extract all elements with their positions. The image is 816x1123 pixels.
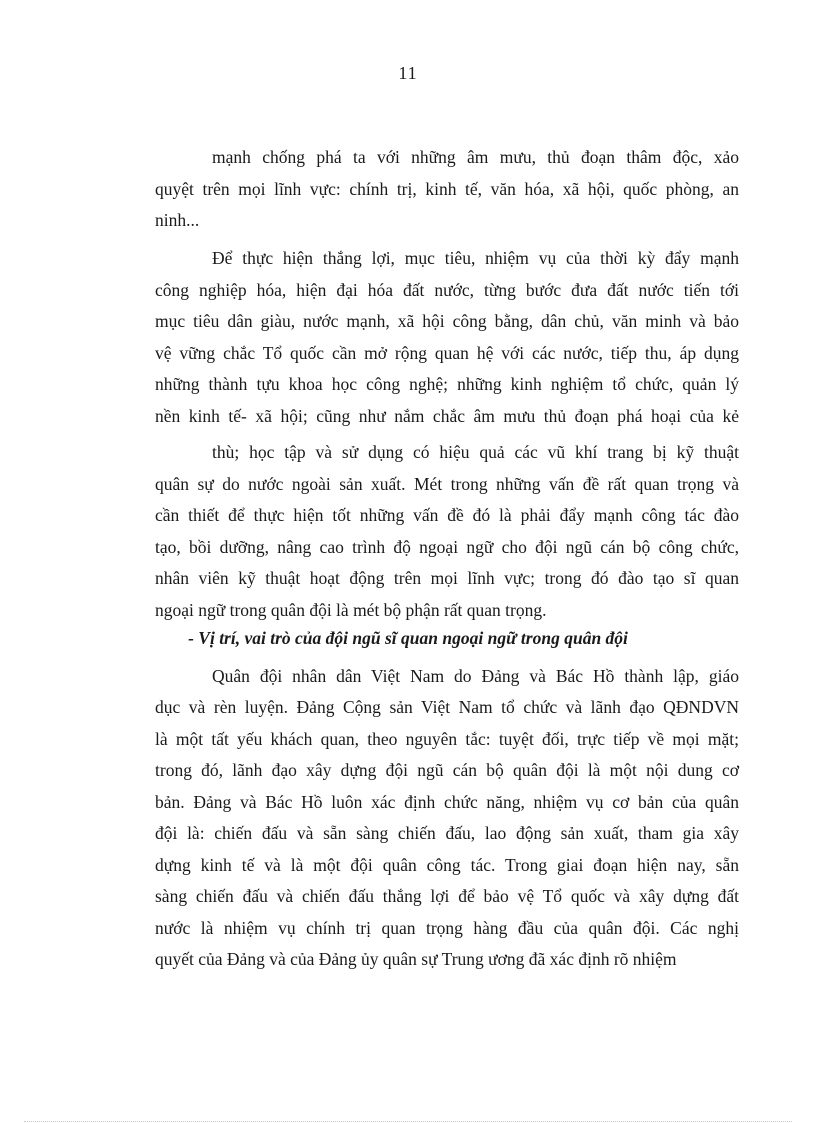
text-line: đội là: chiến đấu và sẵn sàng chiến đấu, lao động sản xuất, tham gia xây <box>155 823 739 843</box>
text-line: tạo, bồi dưỡng, nâng cao trình độ ngoại ngữ cho đội ngũ cán bộ công chức, <box>155 537 739 557</box>
text-line: nhân viên kỹ thuật hoạt động trên mọi lĩnh vực; trong đó đào tạo sĩ quan <box>155 568 739 588</box>
page-bottom-divider <box>24 1121 792 1122</box>
text-line: thù; học tập và sử dụng có hiệu quả các vũ khí trang bị kỹ thuật <box>212 442 739 462</box>
text-line: Quân đội nhân dân Việt Nam do Đảng và Bác Hồ thành lập, giáo <box>212 666 739 686</box>
text-line: quyệt trên mọi lĩnh vực: chính trị, kinh tế, văn hóa, xã hội, quốc phòng, an <box>155 179 739 199</box>
text-line: nước là nhiệm vụ chính trị quan trọng hàng đầu của quân đội. Các nghị <box>155 918 739 938</box>
text-line: ninh... <box>155 210 200 230</box>
text-line: quân sự do nước ngoài sản xuất. Mét trong những vấn đề rất quan trọng và <box>155 474 739 494</box>
text-line: sàng chiến đấu và chiến đấu thắng lợi để bảo vệ Tổ quốc và xây dựng đất <box>155 886 739 906</box>
text-line: công nghiệp hóa, hiện đại hóa đất nước, từng bước đưa đất nước tiến tới <box>155 280 739 300</box>
text-line: là một tất yếu khách quan, theo nguyên tắc: tuyệt đối, trực tiếp về mọi mặt; <box>155 729 739 749</box>
text-line: nền kinh tế- xã hội; cũng như nắm chắc âm mưu thủ đoạn phá hoại của kẻ <box>155 406 739 426</box>
text-line: mục tiêu dân giàu, nước mạnh, xã hội công bằng, dân chủ, văn minh và bảo <box>155 311 739 331</box>
text-line: bản. Đảng và Bác Hồ luôn xác định chức năng, nhiệm vụ cơ bản của quân <box>155 792 739 812</box>
text-line: ngoại ngữ trong quân đội là mét bộ phận rất quan trọng. <box>155 600 547 620</box>
text-line: cần thiết để thực hiện tốt những vấn đề đó là phải đẩy mạnh công tác đào <box>155 505 739 525</box>
text-line: mạnh chống phá ta với những âm mưu, thủ đoạn thâm độc, xảo <box>212 147 739 167</box>
text-line: dục và rèn luyện. Đảng Cộng sản Việt Nam tổ chức và lãnh đạo QĐNDVN <box>155 697 739 717</box>
text-line: những thành tựu khoa học công nghệ; những kinh nghiệm tổ chức, quản lý <box>155 374 739 394</box>
text-line: Để thực hiện thắng lợi, mục tiêu, nhiệm vụ của thời kỳ đẩy mạnh <box>212 248 739 268</box>
text-line: dựng kinh tế và là một đội quân công tác. Trong giai đoạn hiện nay, sẵn <box>155 855 739 875</box>
page-number: 11 <box>398 63 418 83</box>
text-line: quyết của Đảng và của Đảng ủy quân sự Trung ương đã xác định rõ nhiệm <box>155 949 677 969</box>
text-line: vệ vững chắc Tổ quốc cần mở rộng quan hệ với các nước, tiếp thu, áp dụng <box>155 343 739 363</box>
text-line: trong đó, lãnh đạo xây dựng đội ngũ cán bộ quân đội là một nội dung cơ <box>155 760 739 780</box>
section-heading: - Vị trí, vai trò của đội ngũ sĩ quan ngoại ngữ trong quân đội <box>188 628 628 648</box>
